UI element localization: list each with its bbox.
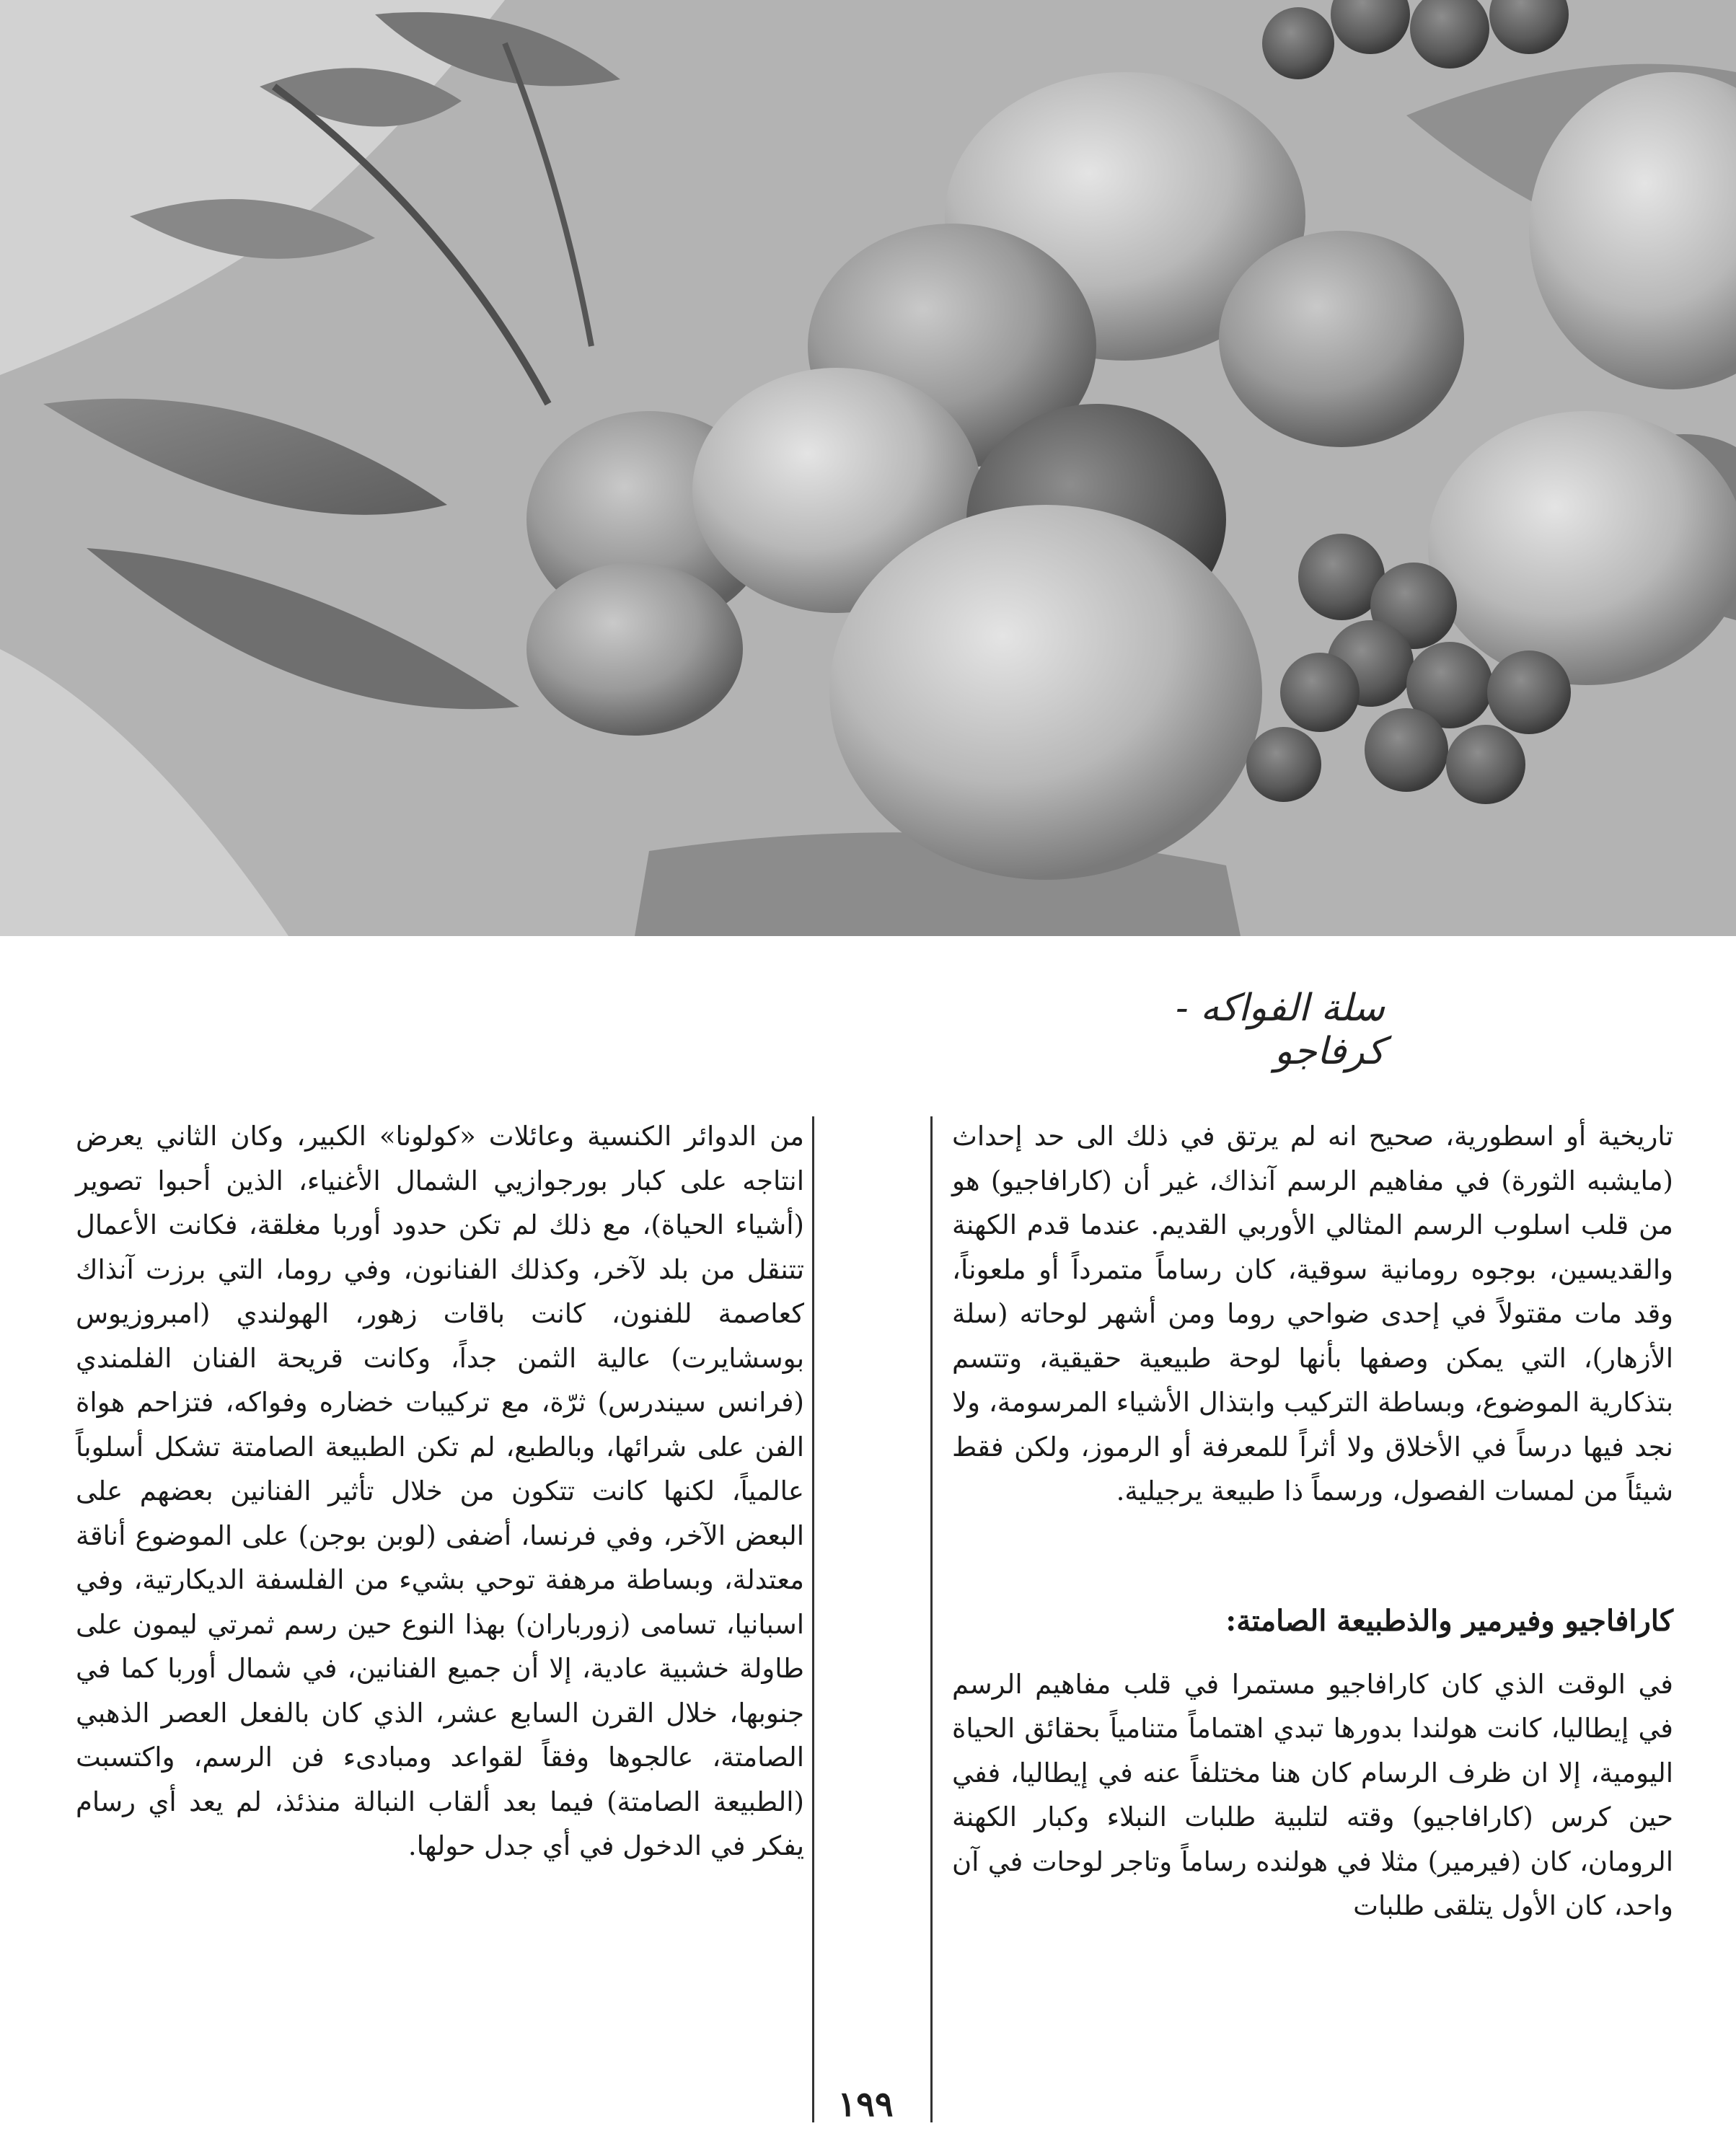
right-paragraph-2: في الوقت الذي كان كارافاجيو مستمرا في قلب مفاهيم الرسم في إيطاليا، كانت هولندا بدورها تبدي اهتماماً متنامياً بحقائق الحياة اليومية، إلا ان ظرف الرسام كان هنا مختلفاً عنه في إيطاليا، ففي حين كرس (كارافاجيو) وقته لتلبية طلبات النبلاء وكبار الكهنة الرومان، كان (فيرمير) مثلا في هولنده رساماً وتاجر لوحات في آن واحد، كان الأول يتلقى طلبات	[952, 1668, 1673, 1921]
section-heading: كارافاجيو وفيرمير والذطبيعة الصامتة:	[1225, 1603, 1673, 1638]
column-divider-right	[930, 1116, 933, 2122]
photo-caption: سلة الفواكه - كرفاجو	[1176, 987, 1385, 1073]
right-text-column	[952, 1114, 1673, 1928]
fruit-basket-image	[0, 0, 1736, 936]
left-text-column	[76, 1114, 804, 1869]
page-number: ١٩٩	[837, 2084, 894, 2125]
left-paragraph: من الدوائر الكنسية وعائلات «كولونا» الكبير، وكان الثاني يعرض انتاجه على كبار بورجوازيي الشمال الأغنياء، الذين أحبوا تصوير (أشياء الحياة)، مع ذلك لم تكن حدود أوربا مغلقة، فكانت الأعمال تتنقل من بلد لآخر، وكذلك الفنانون، وفي روما، التي برزت آنذاك كعاصمة للفنون، كانت باقات زهور، الهولندي (امبروزيوس بوسشايرت) عالية الثمن جداً، وكانت قريحة الفنان الفلمندي (فرانس سيندرس) ثرّة، مع تركيبات خضاره وفواكه، فتزاحم هواة الفن على شرائها، وبالطبع، لم تكن الطبيعة الصامتة تشكل أسلوباً عالمياً، لكنها كانت تتكون من خلال تأثير الفنانين بعضهم على البعض الآخر، وفي فرنسا، أضفى (لوبن بوجن) على الموضوع أناقة معتدلة، وبساطة مرهفة توحي بشيء من الفلسفة الديكارتية، وفي اسبانيا، تسامى (زورباران) بهذا النوع حين رسم ثمرتي ليمون على طاولة خشبية عادية، إلا أن جميع الفنانين، في شمال أوربا كما في جنوبها، خلال القرن السابع عشر، الذي كان بالفعل العصر الذهبي الصامتة، عالجوها وفقاً لقواعد ومبادىء فن الرسم، واكتسبت (الطبيعة الصامتة) فيما بعد ألقاب النبالة منذئذ، لم يعد أي رسام يفكر في الدخول في أي جدل حولها.	[76, 1121, 804, 1861]
right-paragraph-1: تاريخية أو اسطورية، صحيح انه لم يرتق في ذلك الى حد إحداث (مايشبه الثورة) في مفاهيم الرسم آنذاك، غير أن (كارافاجيو) هو من قلب اسلوب الرسم المثالي الأوربي القديم. عندما قدم الكهنة والقديسين، بوجوه رومانية سوقية، كان رساماً متمرداً أو ملعوناً، وقد مات مقتولاً في إحدى ضواحي روما ومن أشهر لوحاته (سلة الأزهار)، التي يمكن وصفها بأنها لوحة طبيعية حقيقية، وتتسم بتذكارية الموضوع، وبساطة التركيب وابتذال الأشياء المرسومة، ولا نجد فيها درساً في الأخلاق ولا أثراً للمعرفة أو الرموز، ولكن فقط شيئاً من لمسات الفصول، ورسماً ذا طبيعة يرجيلية.	[952, 1121, 1673, 1507]
fruit-basket-photo	[0, 0, 1736, 936]
column-divider-left	[812, 1116, 814, 2122]
